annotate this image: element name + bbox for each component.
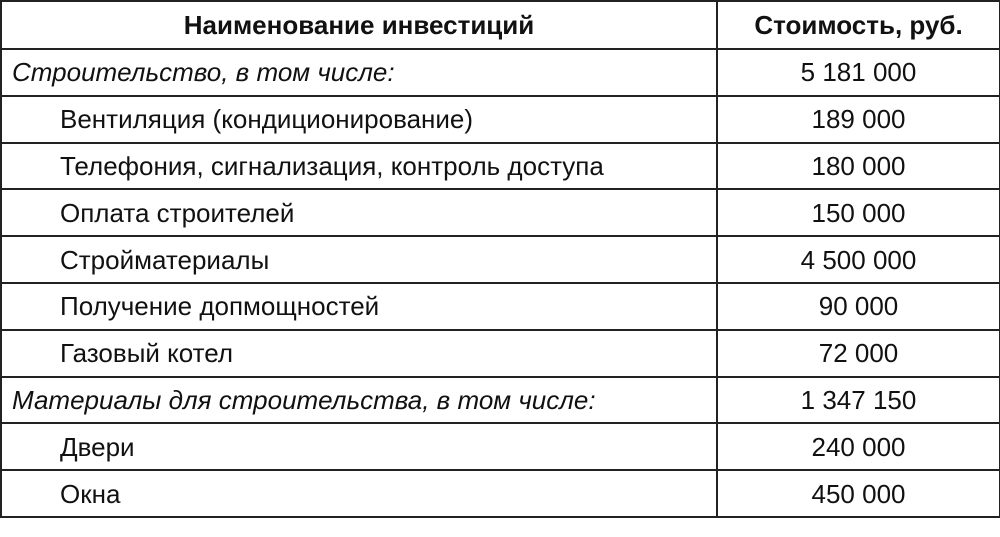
table-row (1, 283, 1000, 330)
row-name: Строительство, в том числе: (1, 49, 717, 96)
row-cost: 180 000 (717, 143, 1000, 190)
table-row (1, 423, 1000, 470)
row-name: Газовый котел (1, 330, 717, 377)
row-name: Телефония, сигнализация, контроль доступа (1, 143, 717, 190)
row-cost: 150 000 (717, 189, 1000, 236)
row-cost: 90 000 (717, 283, 1000, 330)
table-header-row (1, 1, 1000, 49)
row-cost: 5 181 000 (717, 49, 1000, 96)
table-row (1, 143, 1000, 190)
row-cost: 72 000 (717, 330, 1000, 377)
row-name: Материалы для строительства, в том числе: (1, 377, 717, 424)
row-name: Вентиляция (кондиционирование) (1, 96, 717, 143)
row-name: Получение допмощностей (1, 283, 717, 330)
table-row (1, 330, 1000, 377)
row-name: Стройматериалы (1, 236, 717, 283)
row-cost: 4 500 000 (717, 236, 1000, 283)
row-cost: 1 347 150 (717, 377, 1000, 424)
table-row (1, 236, 1000, 283)
row-name: Окна (1, 470, 717, 517)
table-body (1, 49, 1000, 517)
table-row (1, 189, 1000, 236)
header-name: Наименование инвестиций (1, 1, 717, 49)
row-name: Двери (1, 423, 717, 470)
table-row (1, 49, 1000, 96)
row-cost: 240 000 (717, 423, 1000, 470)
row-cost: 450 000 (717, 470, 1000, 517)
table-row (1, 470, 1000, 517)
header-cost: Стоимость, руб. (717, 1, 1000, 49)
row-name: Оплата строителей (1, 189, 717, 236)
table-row (1, 96, 1000, 143)
row-cost: 189 000 (717, 96, 1000, 143)
table-row (1, 377, 1000, 424)
